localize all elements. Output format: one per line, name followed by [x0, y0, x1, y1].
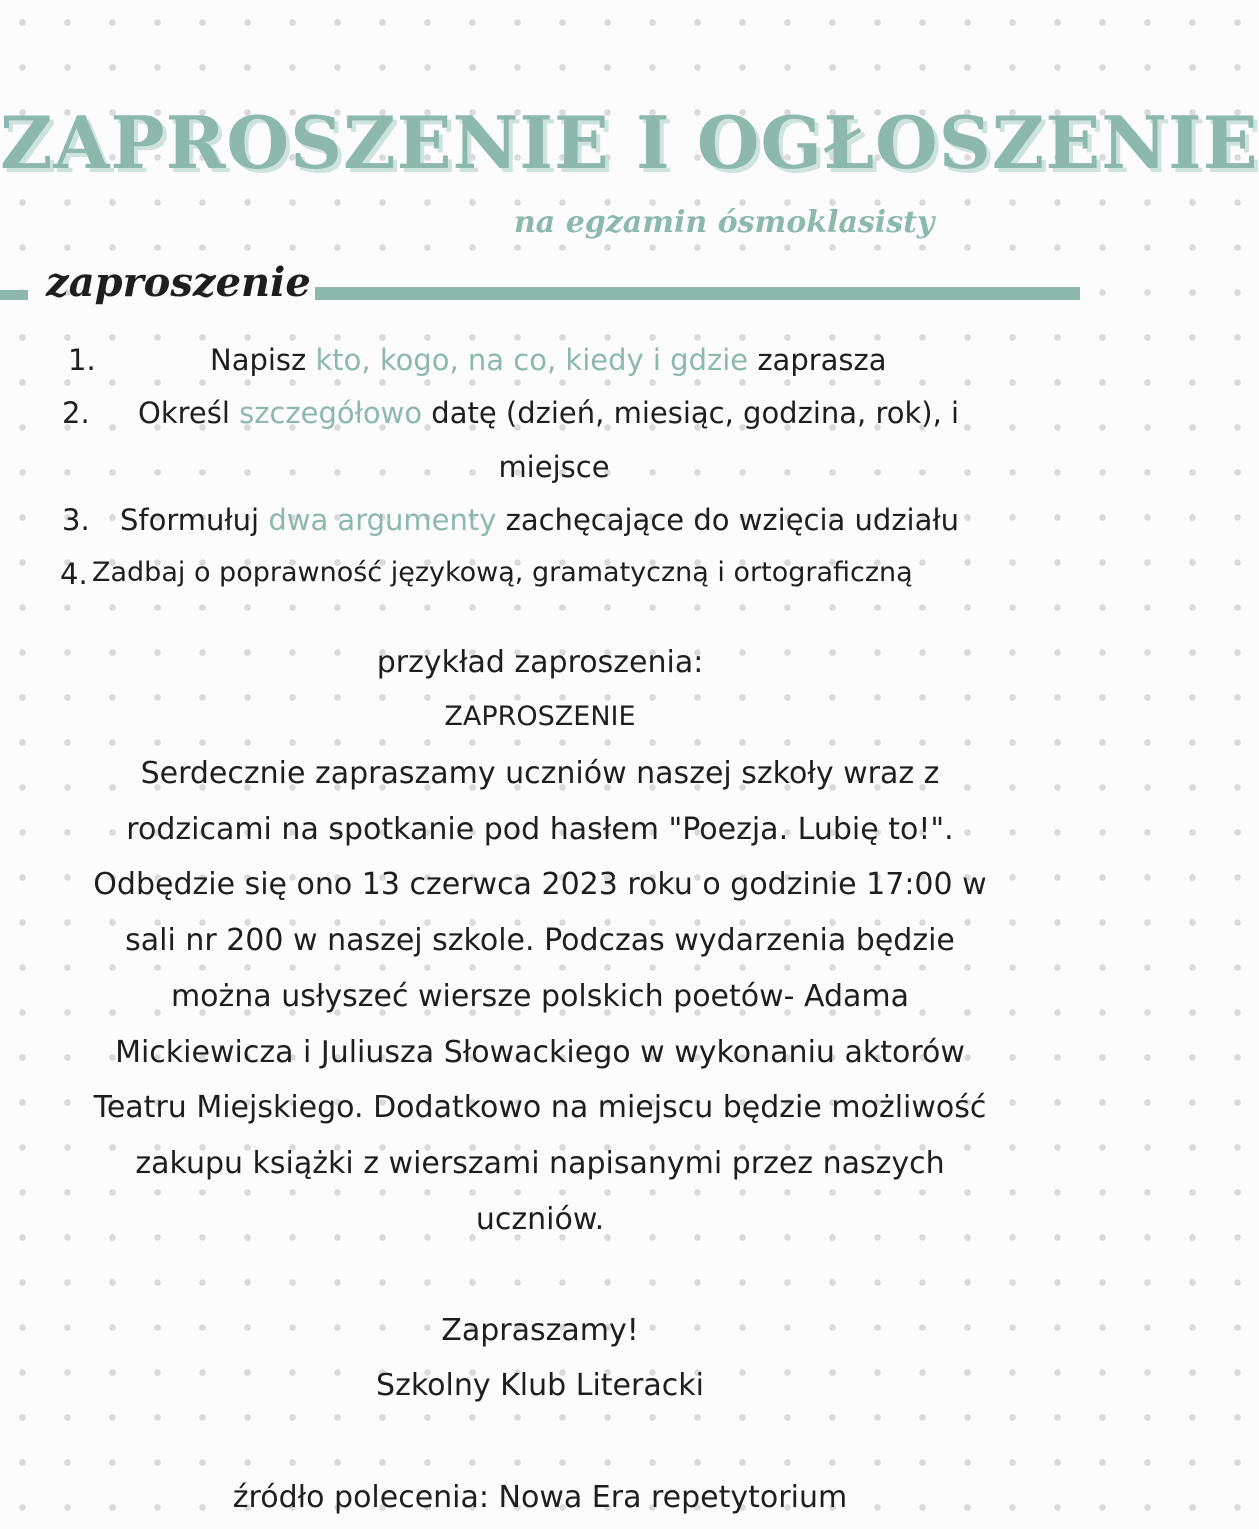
- example-body-line: można usłyszeć wiersze polskich poetów- Adama: [170, 979, 910, 1014]
- page-subtitle: na egzamin ósmoklasisty: [514, 205, 935, 240]
- instruction-text-continuation: miejsce: [498, 450, 610, 484]
- example-body-line: sali nr 200 w naszej szkole. Podczas wydarzenia będzie: [125, 923, 955, 958]
- heading-bar-right: [315, 287, 1080, 300]
- example-closing: Zapraszamy!: [441, 1313, 639, 1348]
- instruction-item-2-continuation: [14, 450, 1094, 485]
- instruction-highlight: szczegółowo: [239, 396, 423, 430]
- instruction-text: Napisz kto, kogo, na co, kiedy i gdzie zaprasza: [210, 343, 887, 377]
- example-signature: Szkolny Klub Literacki: [376, 1368, 704, 1403]
- example-body-line: Mickiewicza i Juliusza Słowackiego w wykonaniu aktorów: [115, 1035, 965, 1070]
- example-heading: ZAPROSZENIE: [444, 701, 636, 732]
- example-body-line: zakupu książki z wierszami napisanymi przez naszych: [135, 1146, 945, 1181]
- example-body-line: rodzicami na spotkanie pod hasłem "Poezja. Lubię to!".: [126, 812, 954, 847]
- source-note: źródło polecenia: Nowa Era repetytorium: [232, 1480, 848, 1515]
- instruction-text: Sformułuj dwa argumenty zachęcające do wzięcia udziału: [120, 503, 959, 537]
- instruction-number: 2.: [62, 396, 90, 430]
- page-title: ZAPROSZENIE I OGŁOSZENIE: [0, 100, 1259, 185]
- heading-bar-left: [0, 290, 28, 300]
- instruction-highlight: dwa argumenty: [268, 503, 497, 537]
- example-label: przykład zaproszenia:: [376, 645, 704, 680]
- example-body-line: Serdecznie zapraszamy uczniów naszej szkoły wraz z: [140, 756, 940, 791]
- example-body-line: Teatru Miejskiego. Dodatkowo na miejscu będzie możliwość: [93, 1090, 987, 1125]
- instruction-highlight: kto, kogo, na co, kiedy i gdzie: [315, 343, 749, 377]
- instruction-text: Zadbaj o poprawność językową, gramatyczną i ortograficzną: [92, 557, 913, 588]
- instruction-number: 1.: [68, 343, 96, 377]
- example-body-line: uczniów.: [475, 1202, 605, 1237]
- section-heading: zaproszenie: [46, 259, 311, 306]
- instruction-text: Określ szczegółowo datę (dzień, miesiąc, godzina, rok), i: [138, 396, 960, 430]
- example-body-line: Odbędzie się ono 13 czerwca 2023 roku o godzinie 17:00 w: [93, 867, 987, 902]
- instruction-number: 3.: [62, 503, 90, 537]
- instruction-number: 4.: [60, 557, 88, 591]
